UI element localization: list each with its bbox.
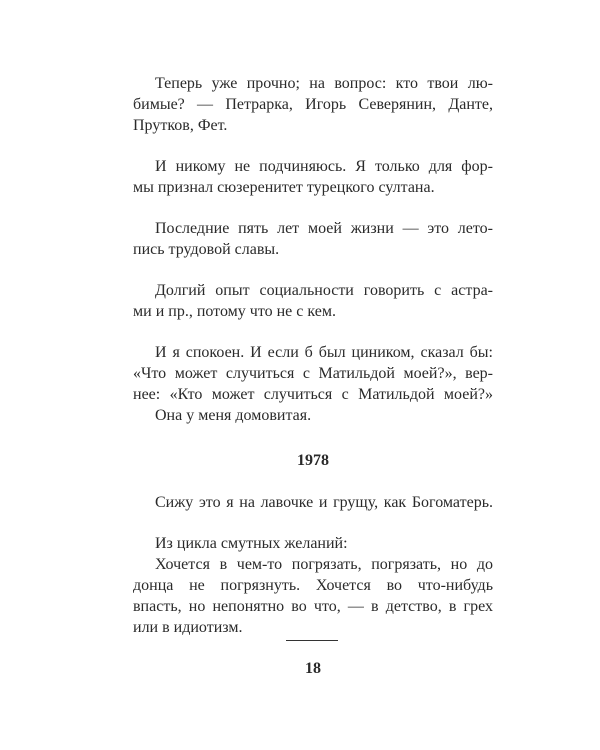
text-line: Долгий опыт социальности говорить с астра- [155, 282, 493, 299]
footer-divider [286, 640, 338, 641]
text-line: Последние пять лет моей жизни — это лето- [155, 220, 493, 237]
text-line: Теперь уже прочно; на вопрос: кто твои лю- [155, 75, 493, 92]
text-line: мы признал сюзеренитет турецкого султана. [133, 179, 435, 196]
text-line: Хочется в чем-то погрязать, погрязать, но до [155, 556, 493, 573]
text-line: нее: «Кто может случиться с Матильдой моей?» [133, 386, 493, 403]
text-line: впасть, но непонятно во что, — в детство, в грех [133, 598, 493, 615]
text-line: И никому не подчиняюсь. Я только для фор- [155, 158, 493, 175]
text-line: бимые? — Петрарка, Игорь Северянин, Данте, [133, 96, 493, 113]
text-line: И я спокоен. И если б был циником, сказал бы: [155, 344, 493, 361]
section-heading: 1978 [297, 452, 329, 469]
text-line: Прутков, Фет. [133, 117, 228, 134]
page-number: 18 [305, 660, 321, 677]
text-line: Она у меня домовитая. [155, 407, 312, 424]
text-line: «Что может случиться с Матильдой моей?», вер- [133, 365, 493, 382]
text-line: Сижу это я на лавочке и грущу, как Богоматерь. [155, 494, 493, 511]
text-line: ми и пр., потому что не с кем. [133, 303, 336, 320]
text-line: или в идиотизм. [133, 619, 243, 636]
text-line: донца не погрязнуть. Хочется во что-нибудь [133, 577, 493, 594]
text-line: Из цикла смутных желаний: [155, 535, 348, 552]
text-line: пись трудовой славы. [133, 241, 280, 258]
